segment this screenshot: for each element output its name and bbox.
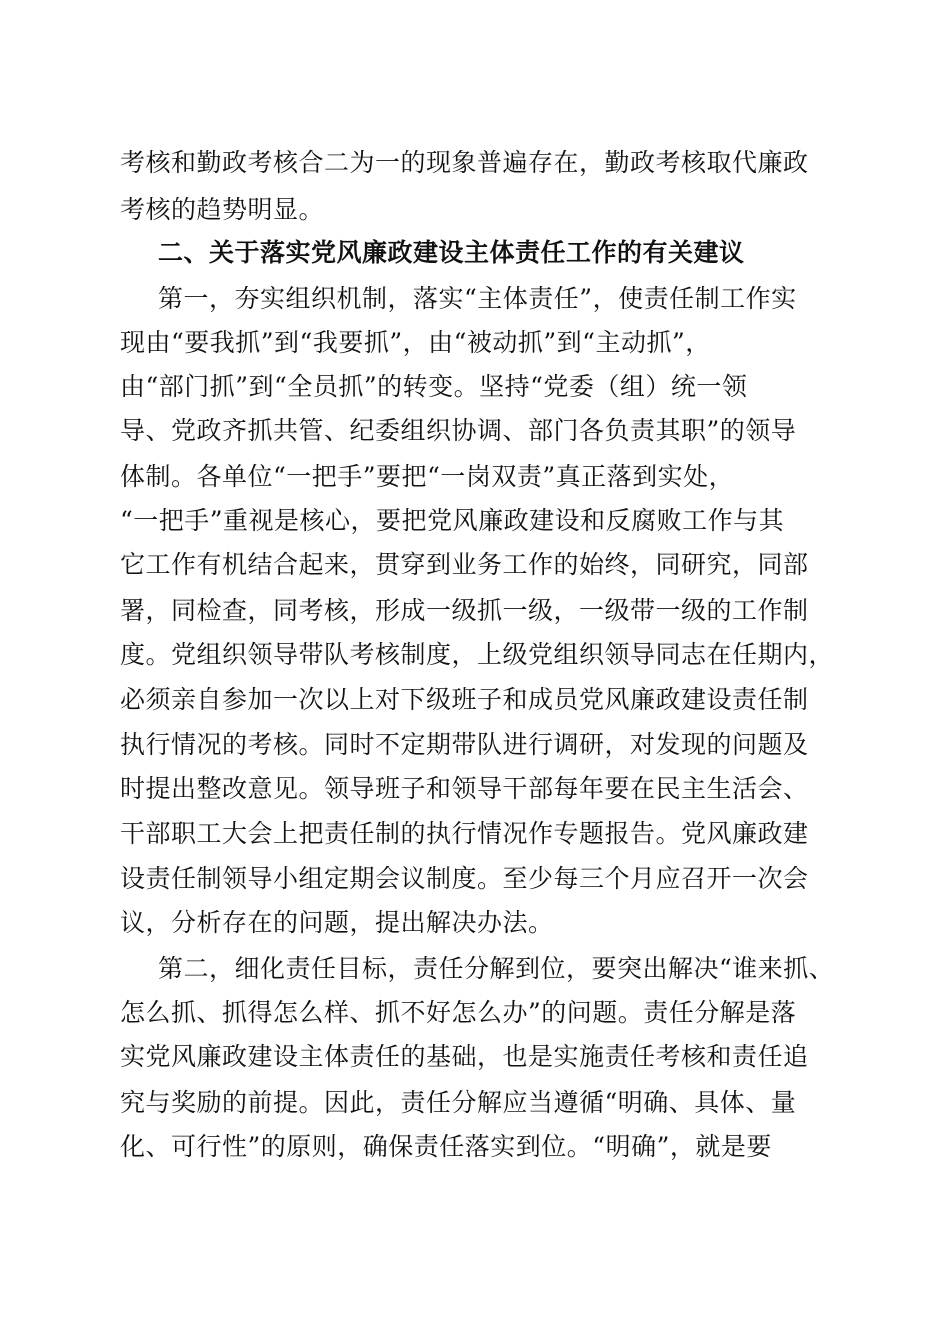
text-line: 导、党政齐抓共管、纪委组织协调、部门各负责其职”的领导	[120, 416, 797, 445]
text-line: 考核的趋势明显。	[120, 195, 325, 224]
text-line: 由“部门抓”到“全员抓”的转变。坚持“党委（组）统一领	[120, 372, 748, 401]
text-line: 实党风廉政建设主体责任的基础，也是实施责任考核和责任追	[120, 1042, 809, 1071]
text-line: 怎么抓、抓得怎么样、抓不好怎么办”的问题。责任分解是落	[120, 998, 797, 1027]
text-line: 现由“要我抓”到“我要抓”，由“被动抓”到“主动抓”，	[120, 328, 711, 357]
text-line: 设责任制领导小组定期会议制度。至少每三个月应召开一次会	[120, 864, 809, 893]
text-line: 干部职工大会上把责任制的执行情况作专题报告。党风廉政建	[120, 819, 809, 848]
text-line: 执行情况的考核。同时不定期带队进行调研，对发现的问题及	[120, 730, 809, 759]
text-line: 化、可行性”的原则，确保责任落实到位。“明确”，就是要	[120, 1132, 772, 1161]
text-line: 究与奖励的前提。因此，责任分解应当遵循“明确、具体、量	[120, 1088, 797, 1117]
text-line: 必须亲自参加一次以上对下级班子和成员党风廉政建设责任制	[120, 685, 809, 714]
text-line: 议，分析存在的问题，提出解决办法。	[120, 908, 554, 937]
text-line: 时提出整改意见。领导班子和领导干部每年要在民主生活会、	[120, 774, 809, 803]
text-line: 第一，夯实组织机制，落实“主体责任”，使责任制工作实	[158, 284, 797, 313]
section-heading: 二、关于落实党风廉政建设主体责任工作的有关建议	[158, 238, 745, 267]
text-line: 考核和勤政考核合二为一的现象普遍存在，勤政考核取代廉政	[120, 148, 809, 177]
text-line: 体制。各单位“一把手”要把“一岗双责”真正落到实处，	[120, 462, 735, 491]
text-line: 署，同检查，同考核，形成一级抓一级，一级带一级的工作制	[120, 596, 809, 625]
text-line: 度。党组织领导带队考核制度，上级党组织领导同志在任期内，	[120, 640, 835, 669]
text-line: “一把手”重视是核心，要把党风廉政建设和反腐败工作与其	[120, 506, 785, 535]
text-line: 它工作有机结合起来，贯穿到业务工作的始终，同研究，同部	[120, 550, 809, 579]
text-line: 第二，细化责任目标，责任分解到位，要突出解决“谁来抓、	[158, 954, 835, 983]
